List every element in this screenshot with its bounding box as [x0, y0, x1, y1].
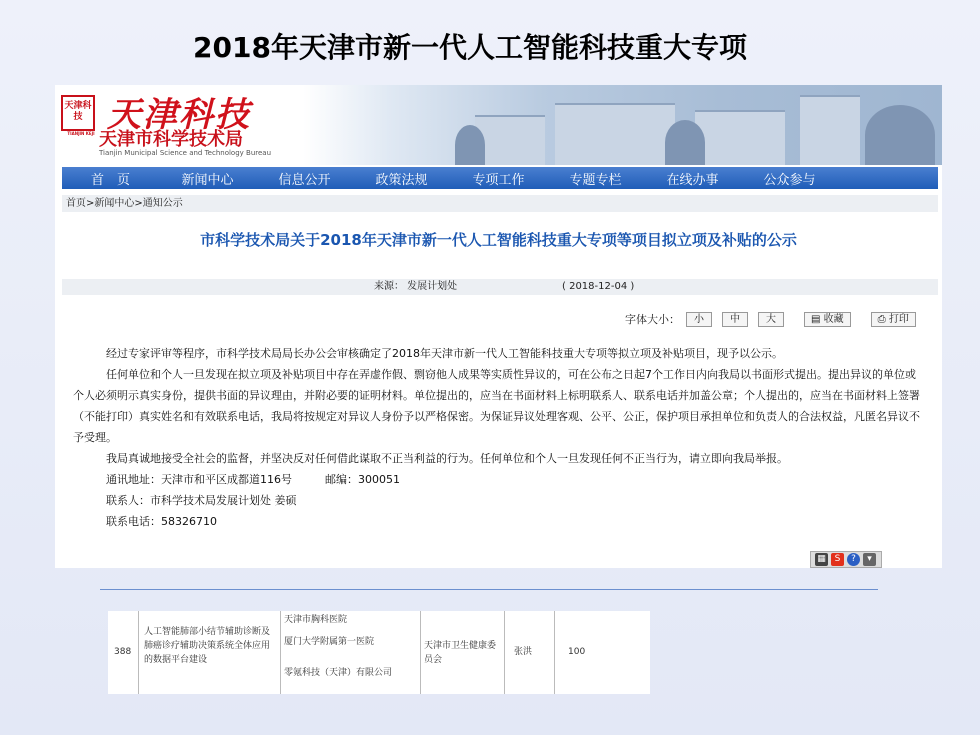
nav-item-news[interactable]: 新闻中心 [181, 172, 234, 188]
divider-line [100, 589, 878, 590]
menu-arrow-icon[interactable]: ▾ [863, 553, 876, 566]
table-person: 张洪 [514, 647, 533, 657]
font-small-button[interactable]: 小 [686, 312, 712, 327]
print-label: 打印 [888, 313, 909, 325]
bookmark-icon: ▤ [811, 313, 821, 325]
contact-address-line [73, 469, 923, 490]
breadcrumb-home[interactable]: 首页 [66, 198, 86, 209]
table-unit: 零氪科技（天津）有限公司 [284, 668, 393, 678]
nav-item-policy[interactable]: 政策法规 [375, 172, 428, 188]
nav-item-topics[interactable]: 专题专栏 [569, 172, 622, 188]
font-size-label: 字体大小： [625, 313, 680, 326]
font-medium-button[interactable]: 中 [722, 312, 748, 327]
sogou-icon[interactable]: S [831, 553, 844, 566]
breadcrumb-news[interactable]: 新闻中心 [94, 198, 135, 209]
slide-title: 2018年天津市新一代人工智能科技重大专项 [193, 31, 747, 64]
nav-item-public[interactable]: 公众参与 [763, 172, 816, 188]
main-nav [62, 167, 938, 189]
tree-graphic [665, 120, 705, 165]
article-body [73, 343, 923, 532]
article-title: 市科学技术局关于2018年天津市新一代人工智能科技重大专项等项目拟立项及补贴的公示 [200, 231, 797, 249]
font-size-controls [625, 311, 916, 327]
input-method-toolbar[interactable] [810, 551, 882, 568]
help-icon[interactable]: ? [847, 553, 860, 566]
table-index: 388 [114, 647, 132, 657]
contact-postcode: 邮编：300051 [325, 473, 400, 486]
contact-address: 通讯地址：天津市和平区成都道116号 [106, 473, 292, 486]
favorite-button[interactable] [804, 312, 851, 327]
building-graphic [555, 103, 675, 165]
tree-graphic [455, 125, 485, 165]
article-meta-bar [62, 279, 938, 295]
table-divider [554, 611, 555, 694]
site-logo[interactable]: 天津科技 [107, 95, 251, 135]
building-graphic [475, 115, 545, 165]
site-name-en: Tianjin Municipal Science and Technology Bureau [99, 149, 272, 157]
site-banner [55, 85, 942, 165]
font-large-button[interactable]: 大 [758, 312, 784, 327]
breadcrumb-sep: > [86, 198, 95, 209]
article-paragraph: 经过专家评审等程序，市科学技术局局长办公会审核确定了2018年天津市新一代人工智能科技重大专项等拟立项及补贴项目，现予以公示。 [106, 347, 783, 360]
grid-icon[interactable]: ▦ [815, 553, 828, 566]
building-graphic [695, 110, 785, 165]
article-paragraph: 我局真诚地接受全社会的监督，并坚决反对任何借此谋取不正当利益的行为。任何单位和个人一旦发现任何不正当行为，请立即向我局举报。 [106, 452, 788, 465]
table-divider [138, 611, 139, 694]
table-manager: 天津市卫生健康委员会 [424, 641, 497, 665]
contact-person: 联系人：市科学技术局发展计划处 姜硕 [106, 494, 297, 507]
article-date: ( 2018-12-04 ) [562, 281, 635, 292]
table-project-name: 人工智能肺部小结节辅助诊断及肺癌诊疗辅助决策系统全体应用的数据平台建设 [144, 627, 271, 665]
table-divider [504, 611, 505, 694]
article-paragraph: 任何单位和个人一旦发现在拟立项及补贴项目中存在弄虚作假、剽窃他人成果等实质性异议的，可在公布之日起7个工作日内向我局以书面形式提出。提出异议的单位或个人必须明示真实身份，提供书面的异议理由，并附必要的证明材料。单位提出的，应当在书面材料上标明联系人、联系电话并加盖公章；个人提出的，应当在书面材料上签署（不能打印）真实姓名和有效联系电话，我局将按规定对异议人身份予以严格保密。为保证异议处理客观、公平、公正，保护项目承担单位和负责人的合法权益，凡匿名异议不予受理。 [73, 368, 920, 444]
breadcrumb-sep: > [134, 198, 143, 209]
contact-phone: 联系电话：58326710 [106, 515, 217, 528]
table-amount: 100 [568, 647, 586, 657]
tree-graphic [865, 105, 935, 165]
printer-icon: ⎙ [877, 313, 886, 325]
nav-item-info[interactable]: 信息公开 [278, 172, 331, 188]
nav-item-home[interactable]: 首 页 [90, 172, 130, 188]
building-graphic [800, 95, 860, 165]
project-table-excerpt [108, 611, 650, 694]
breadcrumb [62, 195, 938, 212]
table-unit: 厦门大学附属第一医院 [284, 637, 375, 647]
nav-item-online[interactable]: 在线办事 [666, 172, 719, 188]
table-unit: 天津市胸科医院 [284, 615, 348, 625]
nav-item-special-work[interactable]: 专项工作 [472, 172, 525, 188]
print-button[interactable] [871, 312, 916, 327]
breadcrumb-notice[interactable]: 通知公示 [142, 198, 183, 209]
website-screenshot [55, 85, 942, 568]
article-source: 来源： 发展计划处 [374, 281, 458, 292]
table-divider [280, 611, 281, 694]
seal-logo-icon: 天津科技 TIANJIN KEJI [61, 95, 95, 131]
site-name: 天津市科学技术局 [99, 129, 243, 150]
favorite-label: 收藏 [823, 313, 844, 325]
table-divider [420, 611, 421, 694]
